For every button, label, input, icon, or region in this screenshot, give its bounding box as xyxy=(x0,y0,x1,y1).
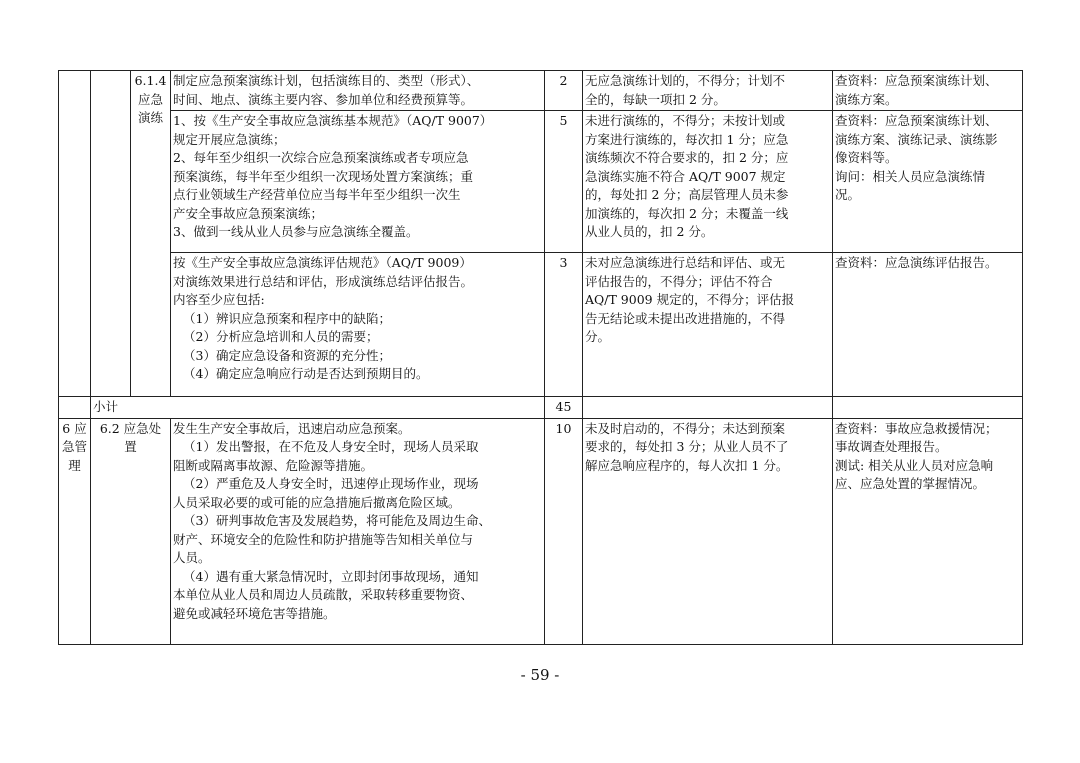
text-line: 3、做到一线从业人员参与应急演练全覆盖。 xyxy=(173,224,419,239)
text-line: 查资料：应急预案演练计划、 xyxy=(835,113,998,128)
text-line: 告无结论或未提出改进措施的，不得 xyxy=(585,310,786,326)
text-line: 事故调查处理报告。 xyxy=(835,439,948,454)
subtotal-criteria-empty xyxy=(583,397,833,419)
text-line: 人员。 xyxy=(173,550,211,565)
text-line: 应、应急处置的掌握情况。 xyxy=(835,476,986,491)
text-line: 本单位从业人员和周边人员疏散，采取转移重要物资、 xyxy=(173,587,474,602)
item-label-6-1-4 xyxy=(131,71,171,397)
subtotal-score-value: 45 xyxy=(555,399,572,414)
score-value: 2 xyxy=(559,73,568,88)
method-cell xyxy=(833,71,1023,111)
text-line: 规定开展应急演练； xyxy=(173,131,286,147)
section-label-6 xyxy=(59,418,91,644)
subsection-cell-empty xyxy=(91,71,131,397)
text-line: 时间、地点、演练主要内容、参加单位和经费预算等。 xyxy=(173,91,474,107)
text-line: 评估报告的，不得分；评估不符合 xyxy=(585,273,773,289)
text-line: 2、每年至少组织一次综合应急预案演练或者专项应急 xyxy=(173,150,469,165)
text-line: 从业人员的，扣 2 分。 xyxy=(585,224,714,239)
text-line: 解应急响应程序的，每人次扣 1 分。 xyxy=(585,457,789,473)
score-value: 10 xyxy=(555,420,572,436)
requirement-cell xyxy=(171,111,545,253)
subtotal-empty-cell xyxy=(59,397,91,419)
text-line: 按《生产安全事故应急演练评估规范》（AQ/T 9009） xyxy=(173,255,472,270)
text-line: 测试: 相关从业人员对应急响 xyxy=(835,457,994,473)
method-cell xyxy=(833,253,1023,397)
text-line: 查资料：应急演练评估报告。 xyxy=(835,255,998,270)
text-line: 方案进行演练的，每次扣 1 分；应急 xyxy=(585,131,789,147)
page-number: - 59 - xyxy=(520,666,560,684)
requirement-cell xyxy=(171,418,545,644)
text-line: 分。 xyxy=(585,329,611,344)
text-line: 产安全事故应急预案演练； xyxy=(173,205,324,221)
text-line: 询问：相关人员应急演练情 xyxy=(835,168,986,184)
text-line: 避免或减轻环境危害等措施。 xyxy=(173,605,336,621)
text-line: AQ/T 9009 规定的，不得分；评估报 xyxy=(585,292,795,307)
text-line: 的，每处扣 2 分；高层管理人员未参 xyxy=(585,187,789,202)
text-line: 未进行演练的，不得分；未按计划或 xyxy=(585,113,786,128)
text-line: 6 应 xyxy=(62,420,87,436)
text-line: 急演练实施不符合 AQ/T 9007 规定 xyxy=(585,168,786,184)
requirement-cell xyxy=(171,71,545,111)
text-line: 演练方案。 xyxy=(835,91,898,107)
text-line: 6.2 应急处 xyxy=(99,420,162,436)
score-value: 3 xyxy=(559,255,568,270)
text-line: 人员采取必要的或可能的应急措施后撤离危险区域。 xyxy=(173,494,461,510)
subtotal-row xyxy=(59,397,1023,419)
text-line: （2）严重危及人身安全时，迅速停止现场作业，现场 xyxy=(183,476,479,491)
text-line: 理 xyxy=(68,457,81,473)
score-cell xyxy=(545,418,583,644)
text-line: 像资料等。 xyxy=(835,150,898,165)
text-line: （3）研判事故危害及发展趋势，将可能危及周边生命、 xyxy=(183,513,491,528)
table-row xyxy=(59,418,1023,644)
text-line: 演练频次不符合要求的，扣 2 分；应 xyxy=(585,150,789,165)
text-line: 预案演练，每半年至少组织一次现场处置方案演练；重 xyxy=(173,168,474,184)
method-cell xyxy=(833,111,1023,253)
requirement-cell xyxy=(171,253,545,397)
criteria-cell xyxy=(583,111,833,253)
text-line: 加演练的，每次扣 2 分；未覆盖一线 xyxy=(585,205,789,221)
text-line: 内容至少应包括: xyxy=(173,292,265,307)
criteria-cell xyxy=(583,418,833,644)
score-cell xyxy=(545,71,583,111)
subtotal-score xyxy=(545,397,583,419)
text-line: 况。 xyxy=(835,187,861,202)
score-value: 5 xyxy=(559,113,568,128)
table-row xyxy=(59,111,1023,253)
text-line: 演练方案、演练记录、演练影 xyxy=(835,131,998,147)
method-cell xyxy=(833,418,1023,644)
table-row xyxy=(59,71,1023,111)
text-line: 演练 xyxy=(137,110,163,125)
text-line: 未对应急演练进行总结和评估、或无 xyxy=(585,255,786,270)
text-line: 对演练效果进行总结和评估，形成演练总结评估报告。 xyxy=(173,273,474,289)
text-line: 阻断或隔离事故源、危险源等措施。 xyxy=(173,457,374,473)
subtotal-label xyxy=(91,397,545,419)
score-cell xyxy=(545,111,583,253)
text-line: 急管 xyxy=(61,439,87,454)
score-cell xyxy=(545,253,583,397)
subtotal-method-empty xyxy=(833,397,1023,419)
text-line: 发生生产安全事故后，迅速启动应急预案。 xyxy=(173,420,411,436)
subtotal-label-text: 小计 xyxy=(93,399,119,414)
text-line: 要求的，每处扣 3 分；从业人员不了 xyxy=(585,439,789,454)
criteria-cell xyxy=(583,253,833,397)
text-line: （4）确定应急响应行动是否达到预期目的。 xyxy=(183,366,429,381)
text-line: 全的，每缺一项扣 2 分。 xyxy=(585,91,726,107)
text-line: （2）分析应急培训和人员的需要； xyxy=(183,329,379,344)
text-line: 查资料：应急预案演练计划、 xyxy=(835,73,998,88)
text-line: 查资料：事故应急救援情况； xyxy=(835,420,998,436)
subsection-label-6-2 xyxy=(91,418,171,644)
text-line: 点行业领域生产经营单位应当每半年至少组织一次生 xyxy=(173,187,461,202)
text-line: 6.1.4 xyxy=(134,73,167,88)
section-cell-empty xyxy=(59,71,91,397)
text-line: 1、按《生产安全事故应急演练基本规范》（AQ/T 9007） xyxy=(173,113,493,128)
table-row xyxy=(59,253,1023,397)
text-line: （1）辨识应急预案和程序中的缺陷； xyxy=(183,310,391,326)
text-line: 置 xyxy=(124,439,137,454)
text-line: （3）确定应急设备和资源的充分性； xyxy=(183,347,391,363)
criteria-cell xyxy=(583,71,833,111)
evaluation-table xyxy=(58,70,1023,645)
text-line: 应急 xyxy=(137,91,163,107)
text-line: 未及时启动的，不得分；未达到预案 xyxy=(585,420,786,436)
text-line: （4）遇有重大紧急情况时，立即封闭事故现场，通知 xyxy=(183,568,479,584)
text-line: 制定应急预案演练计划，包括演练目的、类型（形式）、 xyxy=(173,73,480,88)
text-line: 财产、环境安全的危险性和防护措施等告知相关单位与 xyxy=(173,531,474,547)
text-line: 无应急演练计划的，不得分；计划不 xyxy=(585,73,786,88)
text-line: （1）发出警报，在不危及人身安全时，现场人员采取 xyxy=(183,439,479,454)
